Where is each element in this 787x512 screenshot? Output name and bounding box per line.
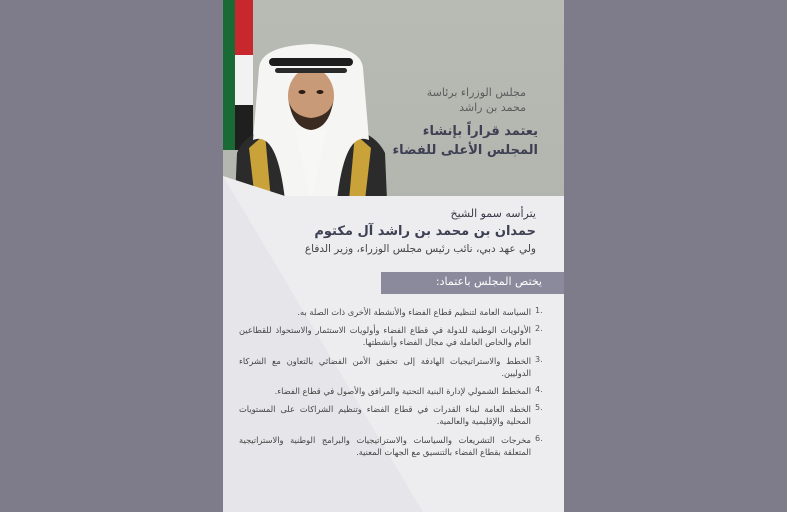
list-item-text: مخرجات التشريعات والسياسات والاستراتيجيات والبرامج الوطنية والاستراتيجية المتعلقة بقطاع الفضاء بالتنسيق مع الجهات المعنية. — [239, 434, 531, 457]
list-item-text: الخطة العامة لبناء القدرات في قطاع الفضاء وتنظيم الشراكات على المستويات المحلية والإقليمية والعالمية. — [239, 404, 531, 427]
list-item-number: 1. — [535, 306, 543, 315]
list-item-number: 5. — [535, 403, 543, 413]
list-item — [239, 324, 549, 348]
list-item-number: 3. — [535, 354, 543, 364]
list-item-number: 4. — [535, 385, 543, 395]
section-heading: يختص المجلس باعتماد: — [435, 275, 542, 288]
chair-name: حمدان بن محمد بن راشد آل مكتوم — [314, 224, 536, 239]
chaired-by-label: يترأسه سمو الشيخ — [450, 207, 536, 220]
list-item-text: المخطط الشمولي لإدارة البنية التحتية والمرافق والأصول في قطاع الفضاء. — [274, 386, 531, 397]
decision-title-line-2: المجلس الأعلى للفضاء — [392, 143, 538, 158]
list-item — [239, 403, 549, 427]
list-item-text: الخطط والاستراتيجيات الهادفة إلى تحقيق الأمن الفضائي بالتعاون مع الشركاء الدوليين. — [239, 355, 531, 378]
section-heading-band — [381, 272, 564, 294]
list-item — [239, 306, 549, 318]
competencies-list — [239, 306, 549, 464]
infographic-card — [223, 0, 564, 512]
decision-title-line-1: يعتمد قراراً بإنشاء — [422, 124, 538, 139]
list-item — [239, 355, 549, 379]
council-line-1: مجلس الوزراء برئاسة — [426, 86, 526, 99]
list-item-number: 2. — [535, 324, 543, 334]
council-line-2: محمد بن راشد — [459, 101, 526, 114]
list-item-number: 6. — [535, 433, 543, 443]
list-item — [239, 434, 549, 458]
list-item-text: الأولويات الوطنية للدولة في قطاع الفضاء وأولويات الاستثمار والاستحواذ للقطاعين العام والخاص العاملة في مجال الفضاء وأنشطتها. — [239, 325, 531, 348]
list-item — [239, 385, 549, 397]
list-item-text: السياسة العامة لتنظيم قطاع الفضاء والأنشطة الأخرى ذات الصلة به. — [297, 307, 531, 317]
chair-titles: ولي عهد دبي، نائب رئيس مجلس الوزراء، وزير الدفاع — [304, 243, 536, 255]
